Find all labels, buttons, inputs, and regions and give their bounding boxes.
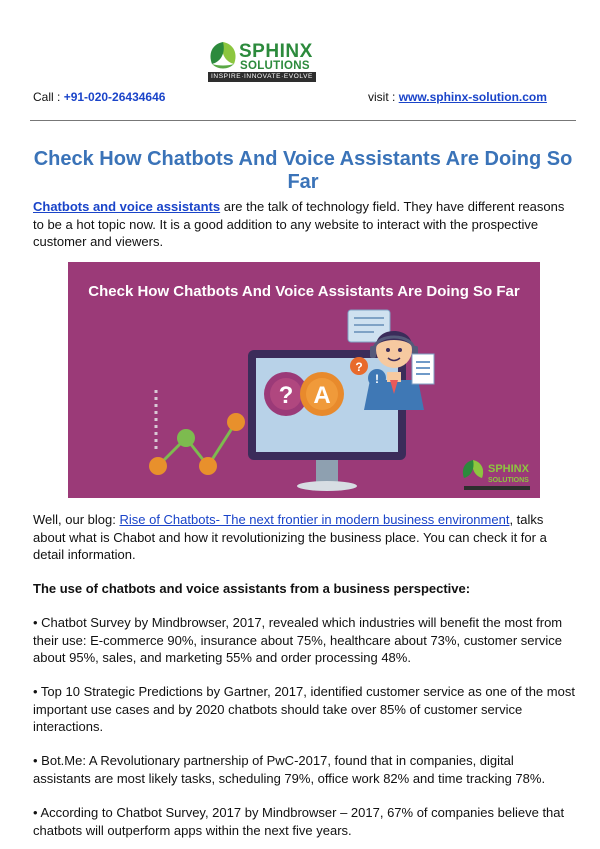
blog-paragraph	[33, 511, 575, 564]
question-alert-icon	[350, 357, 368, 375]
bullet-item: • Bot.Me: A Revolutionary partnership of PwC-2017, found that in companies, digital assistants are most likely tasks, scheduling 79%, office work 82% and time tracking 78%.	[33, 753, 546, 786]
answer-glyph: A	[313, 382, 331, 409]
company-logo	[206, 40, 318, 86]
intro-paragraph	[33, 198, 575, 251]
logo-sub-text: SOLUTIONS	[240, 60, 310, 72]
header-divider	[30, 120, 576, 121]
banner-logo-sub: SOLUTIONS	[488, 477, 529, 484]
intro-text: are the talk of technology field. They have different reasons to be a hot topic now. It is a good addition to any website to interact with the prospective customer and viewers.	[33, 199, 565, 249]
intro-link[interactable]: Chatbots and voice assistants	[33, 199, 221, 214]
blog-prefix: Well, our blog:	[33, 512, 120, 527]
website-link[interactable]: www.sphinx-solution.com	[398, 90, 547, 104]
section-heading: The use of chatbots and voice assistants from a business perspective:	[33, 581, 471, 596]
bullet-item: • According to Chatbot Survey, 2017 by Mindbrowser – 2017, 67% of companies believe that chatbots will outperform apps within the next five years.	[33, 805, 565, 838]
visit-label: visit :	[368, 90, 396, 104]
banner-illustration	[68, 262, 540, 498]
exclamation-alert-icon	[368, 369, 386, 387]
bullet-item: • Top 10 Strategic Predictions by Gartner, 2017, identified customer service as one of the most important use cases and by 2020 chatbots should take over 85% of customer service interactions.	[33, 684, 575, 734]
bullet-item: • Chatbot Survey by Mindbrowser, 2017, revealed which industries will benefit the most from their use: E-commerce 90%, insurance about 75%, healthcare about 73%, customer service about 95%, sales, and marketing 55% and order processing 48%.	[33, 615, 563, 665]
page-title: Check How Chatbots And Voice Assistants Are Doing So Far	[33, 148, 573, 193]
call-label: Call :	[33, 90, 61, 104]
answer-bubble-icon	[300, 372, 344, 416]
document-icon	[412, 354, 434, 384]
logo-leaf-icon	[206, 40, 240, 72]
blog-link[interactable]: Rise of Chatbots- The next frontier in modern business environment	[119, 512, 510, 527]
contact-call	[33, 90, 165, 104]
alert-ex-glyph: !	[375, 372, 379, 386]
logo-tagline: INSPIRE·INNOVATE·EVOLVE	[208, 72, 316, 82]
phone-number[interactable]: +91-020-26434646	[63, 90, 166, 104]
article-banner	[68, 262, 540, 498]
logo-brand-text: SPHINX	[239, 41, 313, 62]
question-glyph: ?	[278, 382, 294, 409]
banner-logo-brand: SPHINX	[488, 463, 529, 475]
banner-title: Check How Chatbots And Voice Assistants Are Doing So Far	[88, 283, 520, 300]
blog-suffix: , talks about what is Chabot and how it revolutionizing the business place. You can check it for a detail information.	[33, 512, 547, 562]
alert-q-glyph: ?	[355, 360, 363, 374]
contact-visit	[368, 90, 547, 104]
